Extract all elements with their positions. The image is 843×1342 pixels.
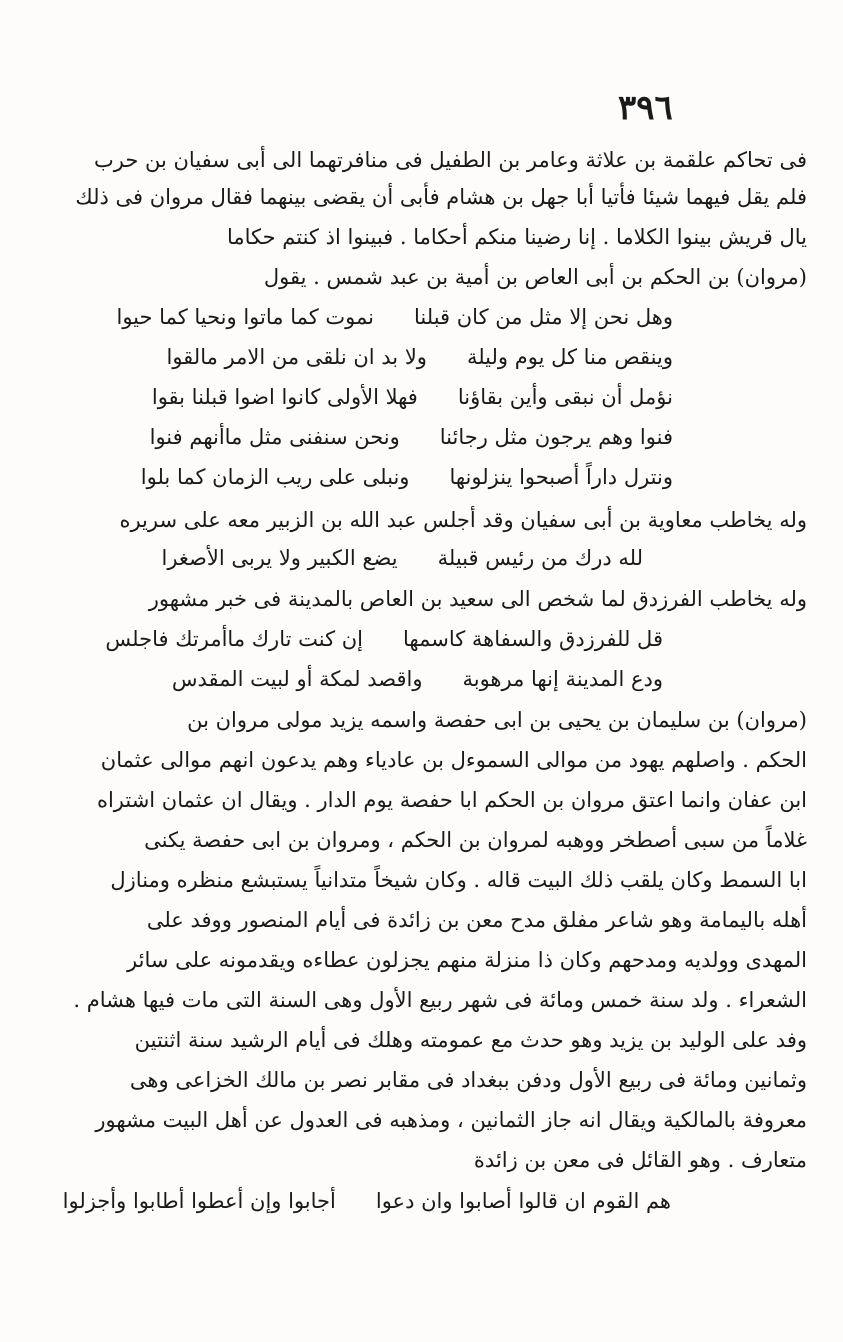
- verse-hemistich: ودع المدينة إنها مرهوبة: [462, 667, 663, 691]
- text-line: ابا السمط وكان يلقب ذلك البيت قاله . وكان شيخاً متدانياً يستبشع منظره ومنازل: [110, 868, 807, 892]
- verse-hemistich: ونبلى على ريب الزمان كما بلوا: [140, 465, 410, 489]
- verse-line: [96, 543, 643, 575]
- text-line: فلم يقل فيهما شيئا فأتيا أبا جهل بن هشام فأبى أن يقضى بينهما فقال مروان فى ذلك: [75, 185, 807, 209]
- verse-line: [66, 462, 673, 494]
- verse-hemistich: يضع الكبير ولا يربى الأصغرا: [161, 546, 398, 570]
- text-line: متعارف . وهو القائل فى معن بن زائدة: [473, 1148, 807, 1172]
- text-line: الشعراء . ولد سنة خمس ومائة فى شهر ربيع الأول وهى السنة التى مات فيها هشام .: [73, 988, 807, 1012]
- verse-hemistich: أجابوا وإن أعطوا أطابوا وأجزلوا: [62, 1189, 336, 1213]
- verse-line: [66, 422, 673, 454]
- verse-hemistich: فنوا وهم يرجون مثل رجائنا: [439, 425, 673, 449]
- text-line: وثمانين ومائة فى ربيع الأول ودفن ببغداد فى مقابر نصر بن مالك الخزاعى وهى: [129, 1068, 807, 1092]
- text-line: معروفة بالمالكية ويقال انه جاز الثمانين ، ومذهبه فى العدول عن أهل البيت مشهور: [95, 1108, 807, 1132]
- verse-hemistich: هم القوم ان قالوا أصابوا وان دعوا: [375, 1189, 671, 1213]
- text-line: (مروان) بن الحكم بن أبى العاص بن أمية بن عبد شمس . يقول: [263, 265, 807, 289]
- verse-hemistich: فهلا الأولى كانوا اضوا قبلنا بقوا: [151, 385, 418, 409]
- verse-hemistich: وينقص منا كل يوم وليلة: [466, 345, 673, 369]
- text-line: وفد على الوليد بن يزيد وهو حدث مع عمومته وهلك فى أيام الرشيد سنة اثنتين: [134, 1028, 807, 1052]
- text-line: الحكم . واصلهم يهود من موالى السموءل بن عادياء وهم يدعون انهم موالى عثمان: [100, 748, 807, 772]
- verse-hemistich: وهل نحن إلا مثل من كان قبلنا: [414, 305, 673, 329]
- verse-hemistich: لله درك من رئيس قبيلة: [437, 546, 643, 570]
- text-line: وله يخاطب معاوية بن أبى سفيان وقد أجلس عبد الله بن الزبير معه على سريره: [119, 508, 807, 532]
- verse-line: [56, 624, 663, 656]
- text-line: غلاماً من سبى أصطخر ووهبه لمروان بن الحكم ، ومروان بن ابى حفصة يكنى: [144, 828, 807, 852]
- text-line: يال قريش بينوا الكلاما . إنا رضينا منكم أحكاما . فبينوا اذ كنتم حكاما: [226, 225, 807, 249]
- page-number: ٣٩٦: [618, 88, 673, 128]
- verse-hemistich: قل للفرزدق والسفاهة كاسمها: [403, 627, 663, 651]
- text-line: فى تحاكم علقمة بن علاثة وعامر بن الطفيل فى منافرتهما الى أبى سفيان بن حرب: [93, 148, 807, 172]
- verse-line: [66, 342, 673, 374]
- verse-hemistich: ونحن سنفنى مثل ماأنهم فنوا: [149, 425, 400, 449]
- verse-line: [40, 1186, 671, 1218]
- verse-hemistich: واقصد لمكة أو لبيت المقدس: [171, 667, 423, 691]
- verse-hemistich: نموت كما ماتوا ونحيا كما حيوا: [116, 305, 375, 329]
- text-line: أهله باليمامة وهو شاعر مفلق مدح معن بن زائدة فى أيام المنصور ووفد على: [146, 908, 807, 932]
- text-line: وله يخاطب الفرزدق لما شخص الى سعيد بن العاص بالمدينة فى خبر مشهور: [148, 587, 807, 611]
- text-line: المهدى وولديه ومدحهم وكان ذا منزلة منهم يجزلون عطاءه ويقدمونه على سائر: [127, 948, 807, 972]
- verse-hemistich: ولا بد ان نلقى من الامر مالقوا: [166, 345, 427, 369]
- text-line: ابن عفان وانما اعتق مروان بن الحكم ابا حفصة يوم الدار . ويقال ان عثمان اشتراه: [96, 788, 807, 812]
- verse-hemistich: ونترل داراً أصبحوا ينزلونها: [449, 465, 673, 489]
- verse-line: [56, 664, 663, 696]
- text-line: (مروان) بن سليمان بن يحيى بن ابى حفصة واسمه يزيد مولى مروان بن: [187, 708, 807, 732]
- verse-hemistich: نؤمل أن نبقى وأين بقاؤنا: [457, 385, 673, 409]
- verse-line: [66, 302, 673, 334]
- verse-hemistich: إن كنت تارك ماأمرتك فاجلس: [105, 627, 363, 651]
- verse-line: [66, 382, 673, 414]
